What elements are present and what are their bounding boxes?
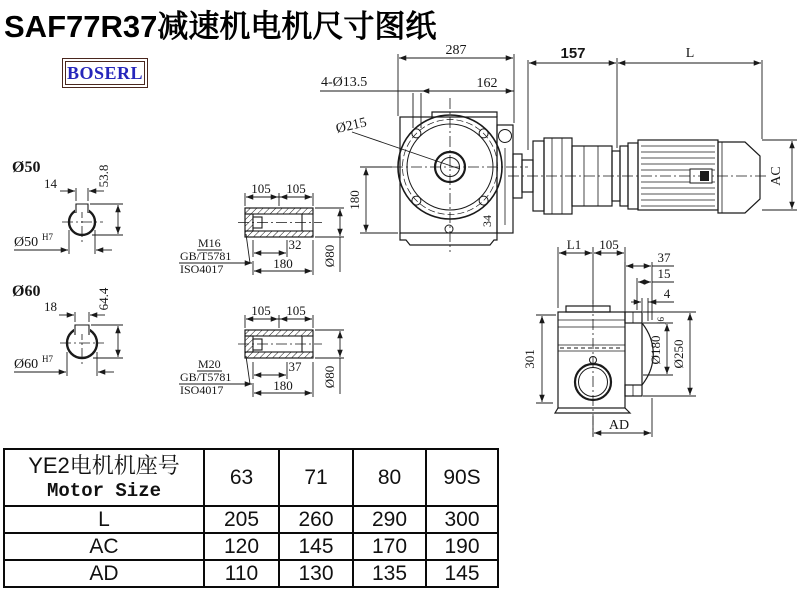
front-dim-motor-gap: 157 [560,45,586,62]
drawing-title: SAF77R37减速机电机尺寸图纸 [4,9,437,44]
cell: 145 [279,533,353,560]
shaft50-key-dim: 14 [44,176,57,191]
table-header-en: Motor Size [46,479,162,502]
cell: 135 [353,560,426,587]
hollow-top-dim-left: 105 [251,181,271,196]
shaft60-height-dim: 64.4 [96,287,111,311]
side-dim-t2: 15 [657,266,671,281]
cell: 170 [353,533,426,560]
hollow-bot-dim-right: 105 [286,303,306,318]
hollow-bot-thread: M20 [198,357,221,371]
front-dim-height: 180 [347,190,362,210]
front-dim-flange-dia: Ø215 [334,115,369,137]
side-dim-t3: 4 [663,286,671,301]
table-col-71: 71 [279,449,353,506]
front-dim-motor-dia: AC [769,166,784,186]
motor-size-table [3,448,499,588]
hollow-top-std2: ISO4017 [180,262,224,276]
table-col-80: 80 [353,449,426,506]
cell: 110 [204,560,279,587]
side-dim-flange: Ø250 [671,339,686,369]
shaft50-bore-tol: H7 [42,232,53,242]
cell: 145 [426,560,498,587]
cell: 205 [204,506,279,533]
table-row-ac [4,533,498,560]
front-dim-width: 287 [445,43,467,58]
front-dim-holes: 4-Ø13.5 [321,75,368,90]
shaft60-key-dim: 18 [44,299,57,314]
hollow-top-thread: M16 [198,236,221,250]
side-dim-spigot: Ø180 [648,335,663,365]
table-header-cell [4,449,204,506]
cell: 300 [426,506,498,533]
table-header-cn: YE2电机机座号 [28,452,180,478]
cell: 290 [353,506,426,533]
boserl-logo: BOSERL [62,58,148,88]
row-label: AC [4,533,204,560]
shaft60-label: Ø60 [12,283,41,300]
table-col-90s: 90S [426,449,498,506]
table-row-ad [4,560,498,587]
hollow-bot-std1: GB/T5781 [180,370,232,384]
hollow-bot-dim-length: 180 [273,378,293,393]
hollow-top-std1: GB/T5781 [180,249,232,263]
side-dim-ad: AD [608,418,630,433]
shaft60-bore-dim: Ø60 [14,357,39,372]
side-dim-gap: 105 [599,237,619,252]
side-dim-l1: L1 [566,237,582,252]
cell: 130 [279,560,353,587]
hollow-bot-std2: ISO4017 [180,383,224,397]
front-dim-motor-len: L [685,46,695,61]
cell: 120 [204,533,279,560]
front-view [320,54,797,313]
hollow-top-dim-length: 180 [273,256,293,271]
hollow-top-dim-depth: 32 [288,237,302,252]
cell: 260 [279,506,353,533]
row-label: L [4,506,204,533]
shaft60-bore-tol: H7 [42,354,53,364]
cell: 190 [426,533,498,560]
row-label: AD [4,560,204,587]
table-col-63: 63 [204,449,279,506]
shaft50-bore-dim: Ø50 [14,235,39,250]
hollow-bot-dim-dia: Ø80 [322,365,337,389]
front-dim-flange-w: 162 [476,76,498,91]
table-row-l [4,506,498,533]
hollow-bot-dim-left: 105 [251,303,271,318]
side-dim-t1: 37 [657,250,671,265]
hollow-top-dim-right: 105 [286,181,306,196]
front-dim-angle: 34 [480,215,494,227]
hollow-top-dim-dia: Ø80 [322,244,337,268]
side-dim-spigot-tol: j6 [656,316,666,324]
shaft50-label: Ø50 [12,159,41,176]
side-dim-height: 301 [522,349,537,369]
hollow-bot-dim-depth: 37 [288,359,302,374]
shaft50-height-dim: 53.8 [96,164,111,188]
